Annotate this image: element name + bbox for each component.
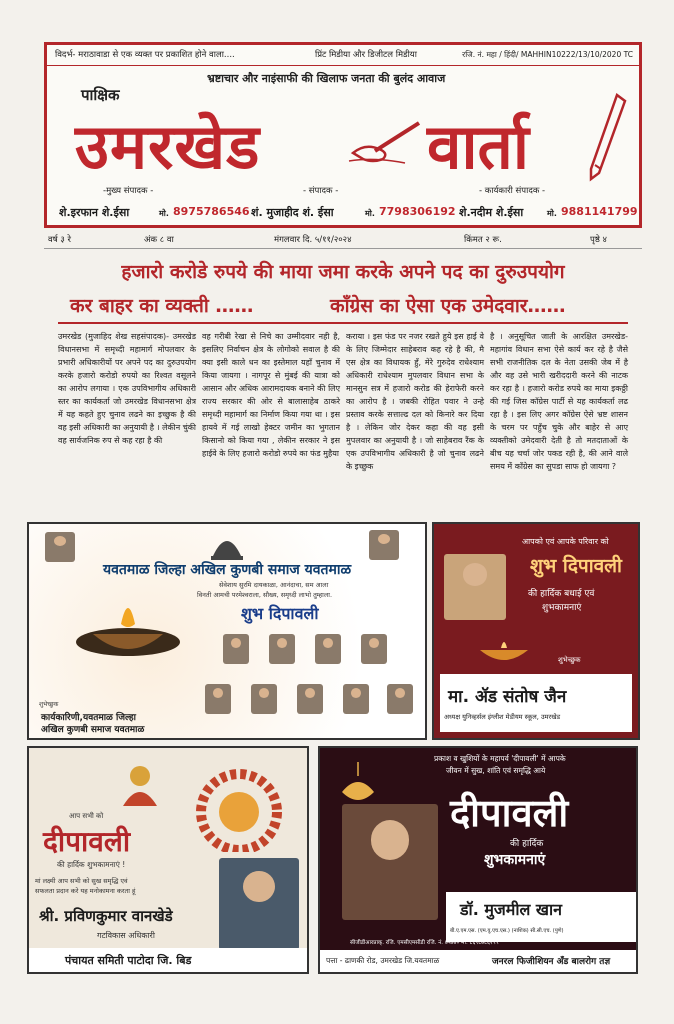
ad4-sub1: की हार्दिक [510,839,544,849]
headline-primary: हजारो करोडे रुपये की माया जमा करके अपने पद का दुरुउपयोग [121,261,565,283]
ad1-member-photo-3 [315,634,341,664]
ad-dr-mujamil-khan [318,746,638,974]
ad3-title: दीपावली [43,825,131,858]
ad1-header: यवतमाळ जिल्हा अखिल कुणबी समाज यवतमाळ [103,562,352,578]
ad4-address: पत्ता - ढाणकी रोड, उमरखेड जि.यवतमाळ [326,956,440,965]
role-executive-editor: - कार्यकारी संपादक - [479,186,546,196]
ad1-member-photo-5 [205,684,231,714]
article-column-4: है । अनुसूचित जाती के आरक्षित उमरखेड- महागांव विधान सभा ऐसे कार्य कर रहे है जैसे सभी राजनीतिक दल के नेता उसकी जेब में है और वह उसे भारी खरीददारी करने की नाटक कर रहा है । हजारो करोड रुपये का माया इकठ्ठी की गई जिस कॉग्रेस पार्टी से यह कार्यकर्ता लढ रहा है । इस लिए अगर कॉग्रेस ऐसे भ्रष्ट शासन के चरम पर पहुँच चुके और बाहेर से आए व्यक्तीको उमेदवारी देती है तो मतदाताओं के बीच यह चर्चा जोर पकड रही है, की आने वाले समय में काँग्रेस का सुपडा साफ हो जायगा ? [490,332,628,471]
issue-price: किंमत २ रू. [464,235,502,245]
editor2-name: शं. मुजाहीद शं. ईसा [251,206,334,219]
headline-divider [58,322,628,324]
ad1-member-photo-9 [387,684,413,714]
editor1-phone: 8975786546 [173,205,250,218]
ad1-member-photo-6 [251,684,277,714]
ad3-line2: सफलता प्रदान करे यह मनोकामना करता हूं [35,887,136,895]
editor-roles [47,185,639,199]
ad-kunbi-samaj [27,522,427,740]
ad2-name: मा. ॲड संतोष जैन [448,687,567,707]
ad1-portrait-right [369,530,399,560]
editor1-mo-label: मो. [159,209,169,218]
ad1-member-photo-8 [343,684,369,714]
ad4-name: डॉ. मुजमील खान [460,900,563,919]
ad1-greeting: शुभ दिपावली [241,604,319,623]
ad3-designation: गटविकास अधिकारी [97,931,155,940]
editor3-mo-label: मो. [547,209,557,218]
circulation-note: विदर्भ- मराठावाडा से एक व्यक्त पर प्रकाशित होने वाला.... [55,50,235,60]
article-column-2: वह गरीबी रेखा से निचे का उम्मीदवार नही है, इसलिए निर्वाचन क्षेत्र के लोगोको सवाल है की क्या इसी काले धन का इस्तेमाल यहाँ चुनाव में किया जायगा । नागपूर से मुंबई की यात्रा को आसान और अधिक आरामदायक बनाने की लिए राज्य सरकार की ओर से बालासाहेब ठाकरे समृध्दी महामार्ग का निर्माण किया गया था । इस हायवे में गई लाखो हेक्टर जमीन का भुगतान किसानो को किया गया , लेकीन सरकार ने इस हाईवे के लिए हजारो करोडो रुपये का फंड मुहैया [202,332,340,458]
ad3-line1: मां लक्ष्मी आप सभी को सुख समृद्धि एवं [35,877,128,885]
issue-number: अंक ८ वा [144,235,174,245]
editor-contacts [47,199,639,225]
ad2-desc: अध्यक्ष युनिव्हर्सल इंग्लीश मेडीयम स्कूल, उमरखेड [444,713,561,721]
ad1-subline2: विनती आमची परमेश्वराला, सौख्य, समृध्दी लाभो तुम्हाला. [197,591,333,599]
masthead-top-bar [47,45,639,66]
ad2-diya-icon [474,636,534,666]
ad3-small: आप सभी को [69,812,104,820]
editor1-name: शे.इरफान शे.ईसा [59,206,130,219]
frequency-label: पाक्षिक [81,86,120,104]
ad4-title: दीपावली [450,791,569,835]
issue-info-bar [44,232,642,249]
lakshmi-icon [115,758,165,808]
ad1-subline1: सेवेशाय सुरमि दायकाळा, आनंदाचा, सम आला [219,581,329,589]
ad4-portrait [342,804,438,920]
ad4-clinic: जनरल फिजीशियन अँड बालरोग तज्ञ [492,957,611,967]
article-body [58,330,628,490]
issue-pages: पृष्ठे ४ [590,235,607,245]
ad4-registration: सीजीडीआरप्राक्. रजि. एमसीएमसीडी रजि. नं. ७५७४० मो. ८६९८७८६१९९ [350,940,499,946]
role-editor: - संपादक - [303,186,339,196]
masthead-tagline: भ्रष्टाचार और नाइंसाफी की खिलाफ जनता की बुलंद आवाज [207,72,446,85]
ad4-sub2: शुभकामनाएं [484,852,546,868]
media-note: प्रिंट मिडीया और डिजीटल मिडीया [315,50,417,60]
diya-icon [63,584,193,664]
ad1-footer-line1: कार्यकारिणी,यवतमाळ जिल्हा [41,713,137,723]
role-chief-editor: -मुख्य संपादक - [103,186,154,196]
ad2-line2: शुभ दिपावली [530,555,622,577]
ad3-footer: पंचायत समिती पाटोदा जि. बिड [65,954,192,967]
rangoli-icon [179,762,299,852]
headline-secondary-right: काँग्रेस का ऐसा एक उमेदवार…… [330,295,566,317]
ad3-name: श्री. प्रविणकुमार वानखेडे [39,907,173,925]
editor2-phone: 7798306192 [379,205,456,218]
ad2-line3: की हार्दिक बधाई एवं [528,589,595,599]
masthead [44,42,642,228]
newspaper-title-left: उमरखेड [75,110,261,183]
ad2-line1: आपको एवं आपके परिवार को [522,537,609,546]
ad1-member-photo-4 [361,634,387,664]
ad1-member-photo-1 [223,634,249,664]
editor3-phone: 9881141799 [561,205,638,218]
pen-icon [587,93,627,183]
ad4-qualifications: बी.ए.एम.एस. (एम.यु.एच.एस.) (नाशिक) सी.सी.एच. (पुणे) [450,928,564,934]
article-column-3: कराया । इस फंड पर नजर रखते हुये इस हाई वे के लिए जिम्मेदार साहेबराव कह रहे है की, मै एस क्षेत्र का विधायक हुँ, मेरे गुरुदेव राधेश्याम अधिकारी राधेश्याम मुपलवार विधान सभा के मानसुन सत्र में हजारो करोड की हेराफेरी करने का आरोप है । जबकी रोहित पवार ने उन्हे प्रस्ताव करके सत्ताल्ढ दल को किनारे कर दिया है । लेकिन जोर देकर कहा की वह इसी मुपलवार का अनुयायी है । जो साहेबराव रैंक के एक उपविभागीय अधिकारी है जो चुनाव लढने के इच्छुक [346,332,484,471]
headline-secondary-left: कर बाहर का व्यक्ती …… [70,295,254,317]
ad2-line4: शुभकामनाएं [542,603,582,613]
hand-writing-icon [345,117,423,167]
emblem-icon [209,532,245,560]
ad2-portrait [444,554,506,620]
ad1-member-photo-2 [269,634,295,664]
ad1-footer-label: शुभेच्छुक [39,701,59,708]
editor3-name: शे.नदीम शे.ईसा [459,206,524,219]
ad1-portrait-left [45,532,75,562]
ad2-label: शुभेच्छुक [558,656,581,664]
editor2-mo-label: मो. [365,209,375,218]
issue-year: वर्ष ३ रे [48,235,71,245]
issue-date: मंगलवार दि. ५/११/२०२४ [274,235,352,245]
ad4-top1: प्रकाश व खुशियों के महापर्व 'दीपावली' में आपके [434,754,566,763]
ad4-top2: जीवन में सुख, शांति एवं समृद्धि आये [446,766,546,775]
article-column-1: उमरखेड (मुजाहिद शेख सहसंपादक)- उमरखेड विधानसभा में समृध्दी महामार्ग मोपलवार के प्रभारी अधिकारीयों पर अपने पद का दुरुउपयोग करके हजारो करोडो रुपयो का रिश्वत वसूलने का आरोप लगाया । एक उपविभागीय अधिकारी स्तर का कार्यकर्ता जो उमरखेड विधानसभा क्षेत्र में यह कहते हुए चुनाव लढने का इच्छुक है की वह इसी अधिकारी का अनुयायी है । लेकीन चुंकी वह सार्वजनिक रुप से कह रहा है की [58,332,196,445]
registration-number: रजि. नं. महा / हिंदी/ MAHHIN10222/13/10/2020 TC [462,50,633,59]
newspaper-title-right: वार्ता [427,110,529,183]
ad3-portrait [219,858,299,950]
ad1-footer-line2: अखिल कुणबी समाज यवतमाळ [41,725,145,735]
ad3-sub: की हार्दिक शुभकामनाएं ! [57,860,126,869]
ad1-member-photo-7 [297,684,323,714]
ad-santosh-jain [432,522,640,740]
ad-pravinkumar-wankhede [27,746,309,974]
